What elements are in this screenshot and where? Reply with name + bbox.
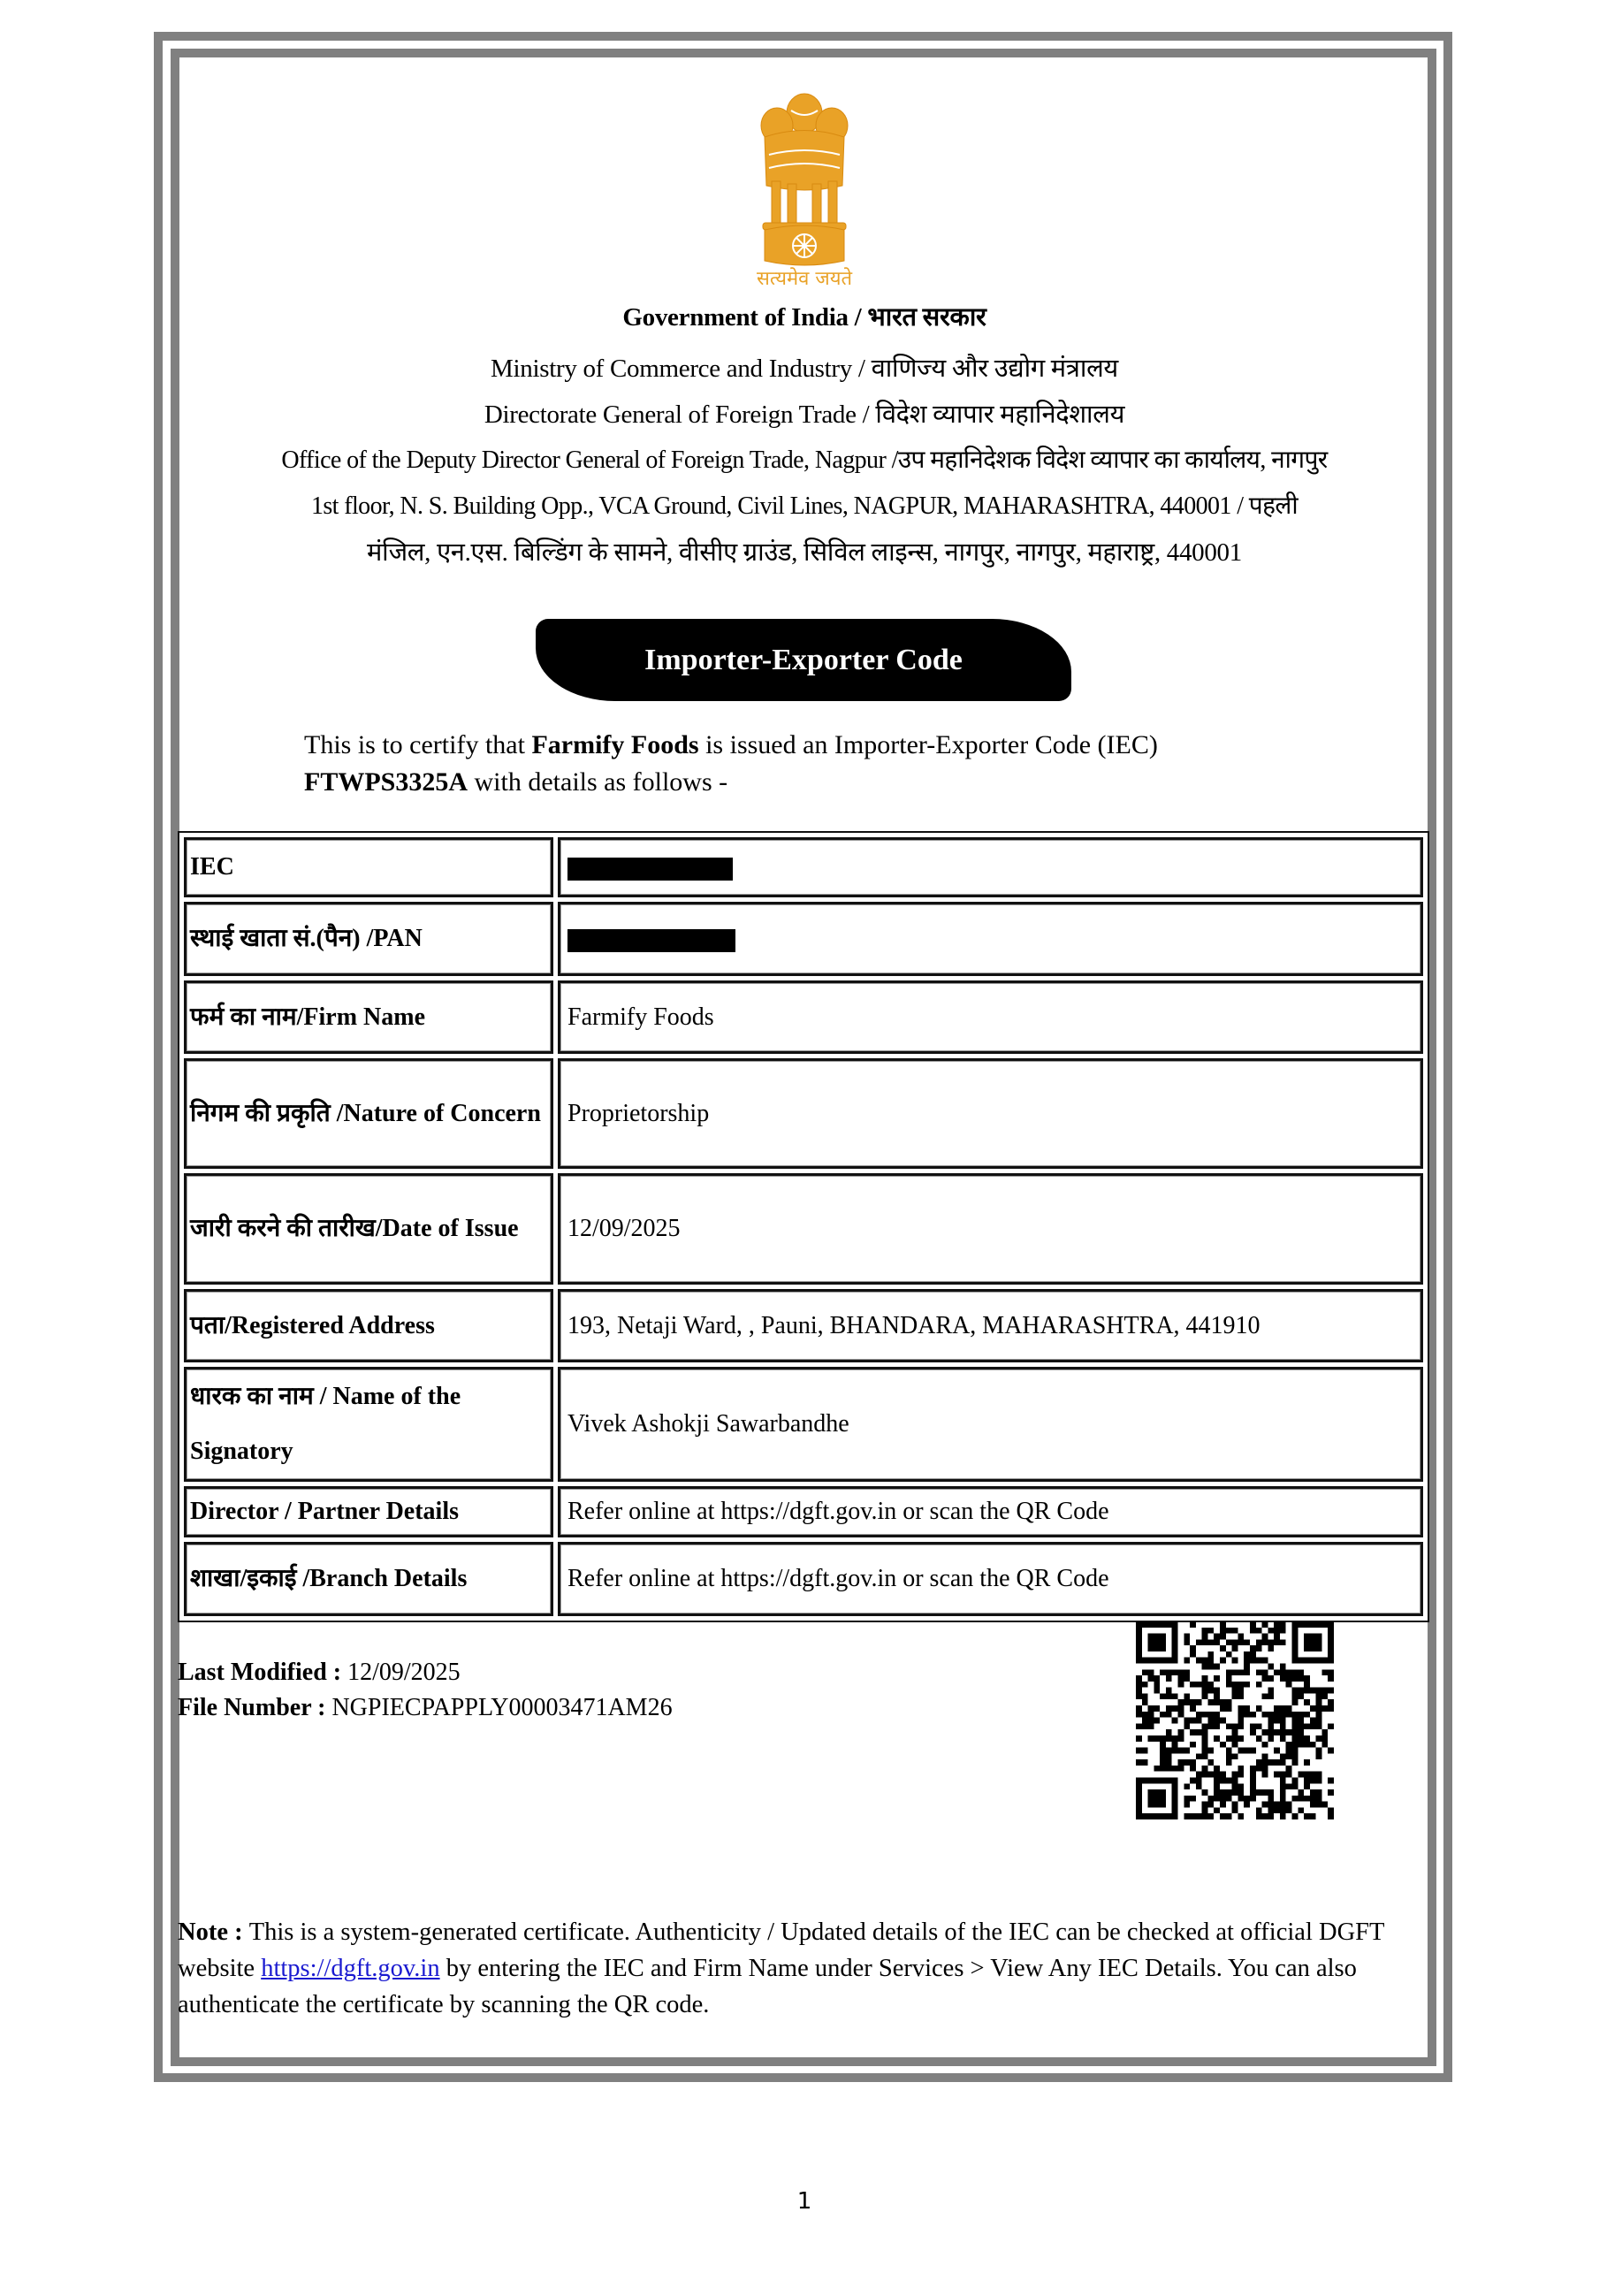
row-value-pan bbox=[558, 902, 1423, 976]
certification-statement bbox=[304, 727, 1294, 801]
banner-title: Importer-Exporter Code bbox=[644, 644, 963, 676]
note-label: Note : bbox=[178, 1918, 249, 1946]
certify-middle: is issued an Importer-Exporter Code (IEC) bbox=[698, 730, 1158, 759]
row-value-firm-name: Farmify Foods bbox=[558, 980, 1423, 1054]
row-label-signatory: धारक का नाम / Name of the Signatory bbox=[184, 1367, 553, 1482]
table-row bbox=[184, 980, 1423, 1054]
directorate-line: Directorate General of Foreign Trade / विदेश व्यापार महानिदेशालय bbox=[484, 400, 1125, 429]
table-row bbox=[184, 1486, 1423, 1537]
file-number-value: NGPIECPAPPLY00003471AM26 bbox=[331, 1694, 673, 1721]
table-row bbox=[184, 1542, 1423, 1616]
last-modified bbox=[178, 1659, 461, 1687]
table-row bbox=[184, 902, 1423, 976]
redaction-bar bbox=[567, 858, 733, 881]
svg-text:सत्यमेव जयते: सत्यमेव जयते bbox=[756, 268, 853, 287]
row-label-director: Director / Partner Details bbox=[184, 1486, 553, 1537]
iec-details-table bbox=[178, 831, 1429, 1622]
row-label-firm-name: फर्म का नाम/Firm Name bbox=[184, 980, 553, 1054]
ministry-line: Ministry of Commerce and Industry / वाणिज्य और उद्योग मंत्रालय bbox=[491, 355, 1118, 383]
redaction-bar bbox=[567, 929, 735, 952]
office-address-line2: मंजिल, एन.एस. बिल्डिंग के सामने, वीसीए ग्राउंड, सिविल लाइन्स, नागपुर, नागपुर, महाराष्ट्र, 440001 bbox=[367, 538, 1242, 567]
table-row bbox=[184, 837, 1423, 897]
row-value-signatory: Vivek Ashokji Sawarbandhe bbox=[558, 1367, 1423, 1482]
note-text-continued: by entering the IEC and Firm Name under Services > View Any IEC Details. You can also authenticate the certificate by scanning the QR code. bbox=[178, 1955, 1357, 2018]
table-row bbox=[184, 1173, 1423, 1285]
certify-firm-name: Farmify Foods bbox=[531, 730, 699, 759]
dgft-link[interactable]: https://dgft.gov.in bbox=[261, 1955, 440, 1982]
last-modified-value: 12/09/2025 bbox=[347, 1659, 461, 1686]
qr-code-icon[interactable] bbox=[1135, 1621, 1335, 1819]
last-modified-label: Last Modified : bbox=[178, 1659, 348, 1686]
page-number: 1 bbox=[796, 2188, 812, 2215]
iec-banner bbox=[536, 619, 1071, 701]
table-row bbox=[184, 1367, 1423, 1482]
row-value-iec bbox=[558, 837, 1423, 897]
file-number-label: File Number : bbox=[178, 1694, 332, 1721]
row-value-director: Refer online at https://dgft.gov.in or scan the QR Code bbox=[558, 1486, 1423, 1537]
row-label-nature: निगम की प्रकृति /Nature of Concern bbox=[184, 1058, 553, 1169]
row-label-iec: IEC bbox=[184, 837, 553, 897]
row-label-branch: शाखा/इकाई /Branch Details bbox=[184, 1542, 553, 1616]
file-number bbox=[178, 1694, 673, 1722]
row-value-date-of-issue: 12/09/2025 bbox=[558, 1173, 1423, 1285]
row-value-nature: Proprietorship bbox=[558, 1058, 1423, 1169]
office-line: Office of the Deputy Director General of Foreign Trade, Nagpur /उप महानिदेशक विदेश व्यापार का कार्यालय, नागपुर bbox=[281, 446, 1328, 474]
certify-iec-code: FTWPS3325A bbox=[304, 767, 468, 797]
certify-prefix: This is to certify that bbox=[304, 730, 532, 759]
row-label-address: पता/Registered Address bbox=[184, 1289, 553, 1362]
row-value-address: 193, Netaji Ward, , Pauni, BHANDARA, MAHARASHTRA, 441910 bbox=[558, 1289, 1423, 1362]
row-label-date-of-issue: जारी करने की तारीख/Date of Issue bbox=[184, 1173, 553, 1285]
note-text: This is a system-generated certificate. Authenticity / Updated details of the IEC can be checked at official DGFT website bbox=[178, 1918, 1384, 1982]
note-paragraph bbox=[178, 1914, 1424, 2023]
row-label-pan: स्थाई खाता सं.(पैन) /PAN bbox=[184, 902, 553, 976]
table-row bbox=[184, 1058, 1423, 1169]
office-address-line1: 1st floor, N. S. Building Opp., VCA Ground, Civil Lines, NAGPUR, MAHARASHTRA, 440001 / पहली bbox=[310, 492, 1298, 520]
table-row bbox=[184, 1289, 1423, 1362]
national-emblem-icon bbox=[738, 88, 871, 287]
certify-suffix: with details as follows - bbox=[468, 767, 728, 797]
government-title: Government of India / भारत सरकार bbox=[622, 303, 986, 332]
row-value-branch: Refer online at https://dgft.gov.in or scan the QR Code bbox=[558, 1542, 1423, 1616]
